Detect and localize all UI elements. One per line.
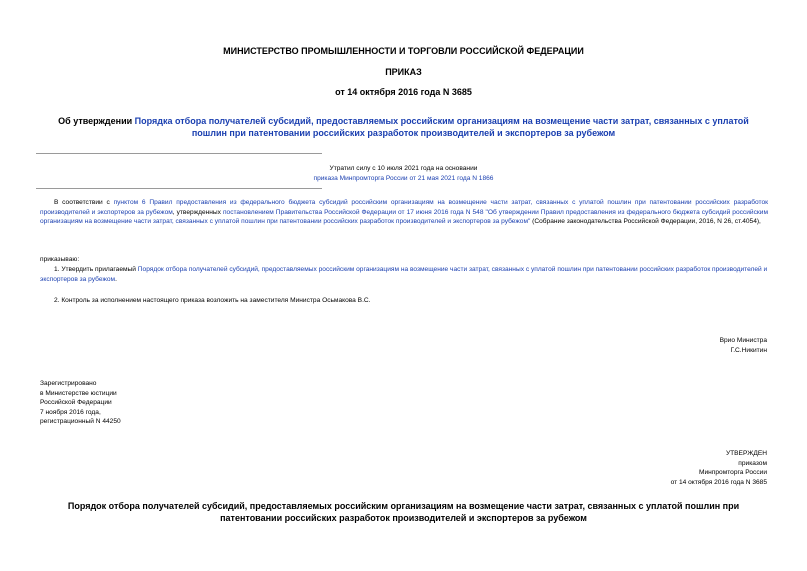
- registration-line: 7 ноября 2016 года,: [40, 408, 101, 416]
- title-prefix: Об утверждении: [58, 116, 135, 126]
- registration-line: Российской Федерации: [40, 399, 112, 407]
- approved-block: [567, 449, 767, 487]
- notice-link[interactable]: приказа Минпромторга России от 21 мая 2021 года N 1866: [313, 175, 494, 182]
- title-link[interactable]: Порядка отбора получателей субсидий, предоставляемых российским организациям на возмещение части затрат, связанных с уплатой пошлин при патентовании российских разработок производителей и экспортеров за рубежом: [134, 116, 749, 138]
- separator-bottom: [36, 188, 322, 189]
- approved-line: Минпромторга России: [698, 469, 767, 477]
- item-1: [40, 265, 768, 284]
- ministry-heading: МИНИСТЕРСТВО ПРОМЫШЛЕННОСТИ И ТОРГОВЛИ РОССИЙСКОЙ ФЕДЕРАЦИИ: [223, 46, 584, 56]
- signature-name: Г.С.Никитин: [730, 347, 767, 354]
- preamble-link-resolution[interactable]: постановлением Правительства Российской Федерации от 17 июня 2016 года N 548 "Об утверждении Правил предоставления из федерального бюджета субсидий российским организациям на возмещение части затрат, связанных с уплатой пошлин при патентовании российских разработок производителей и экспортеров за рубежом": [40, 208, 768, 226]
- registration-line: Зарегистрировано: [40, 380, 97, 387]
- approved-line: УТВЕРЖДЕН: [725, 450, 767, 457]
- item-1-text-a: 1. Утвердить прилагаемый: [54, 266, 138, 273]
- document-title: [40, 115, 767, 139]
- notice-line2: [0, 174, 807, 184]
- signature-title: Врио Министра: [719, 337, 767, 344]
- annex-title: Порядок отбора получателей субсидий, предоставляемых российским организациям на возмещение части затрат, связанных с уплатой пошлин при патентовании российских разработок производителей и экспортеров за рубежом: [67, 501, 740, 523]
- item-1-link[interactable]: Порядок отбора получателей субсидий, предоставляемых российским организациям на возмещение части затрат, связанных с уплатой пошлин при патентовании российских разработок производителей и экспортеров за рубежом: [40, 266, 768, 283]
- doc-date-heading: от 14 октября 2016 года N 3685: [335, 87, 472, 97]
- approved-line: приказом: [738, 459, 767, 467]
- separator-top: [36, 153, 322, 154]
- approved-line: от 14 октября 2016 года N 3685: [670, 478, 767, 486]
- notice-line1: Утратил силу с 10 июля 2021 года на основании: [329, 165, 478, 172]
- preamble-link-rules[interactable]: пунктом 6 Правил предоставления из федерального бюджета субсидий российским организациям на возмещение части затрат, связанных с уплатой пошлин при патентовании российских разработок производителей и экспортеров за рубежом: [40, 199, 768, 216]
- doc-type-heading: ПРИКАЗ: [385, 67, 422, 77]
- preamble-text-b: , утвержденных: [172, 208, 223, 216]
- registration-line: в Министерстве юстиции: [40, 389, 117, 397]
- registration-line: регистрационный N 44250: [40, 418, 121, 426]
- item-2: 2. Контроль за исполнением настоящего приказа возложить на заместителя Министра Осьмакова В.С.: [54, 297, 371, 304]
- order-word: приказываю:: [40, 256, 80, 263]
- item-1-text-b: .: [115, 275, 117, 283]
- preamble-text-c: (Собрание законодательства Российской Федерации, 2016, N 26, ст.4054),: [530, 218, 761, 226]
- preamble-paragraph: [40, 198, 768, 227]
- registration-block: [40, 379, 121, 427]
- preamble-text-a: В соответствии с: [54, 199, 114, 206]
